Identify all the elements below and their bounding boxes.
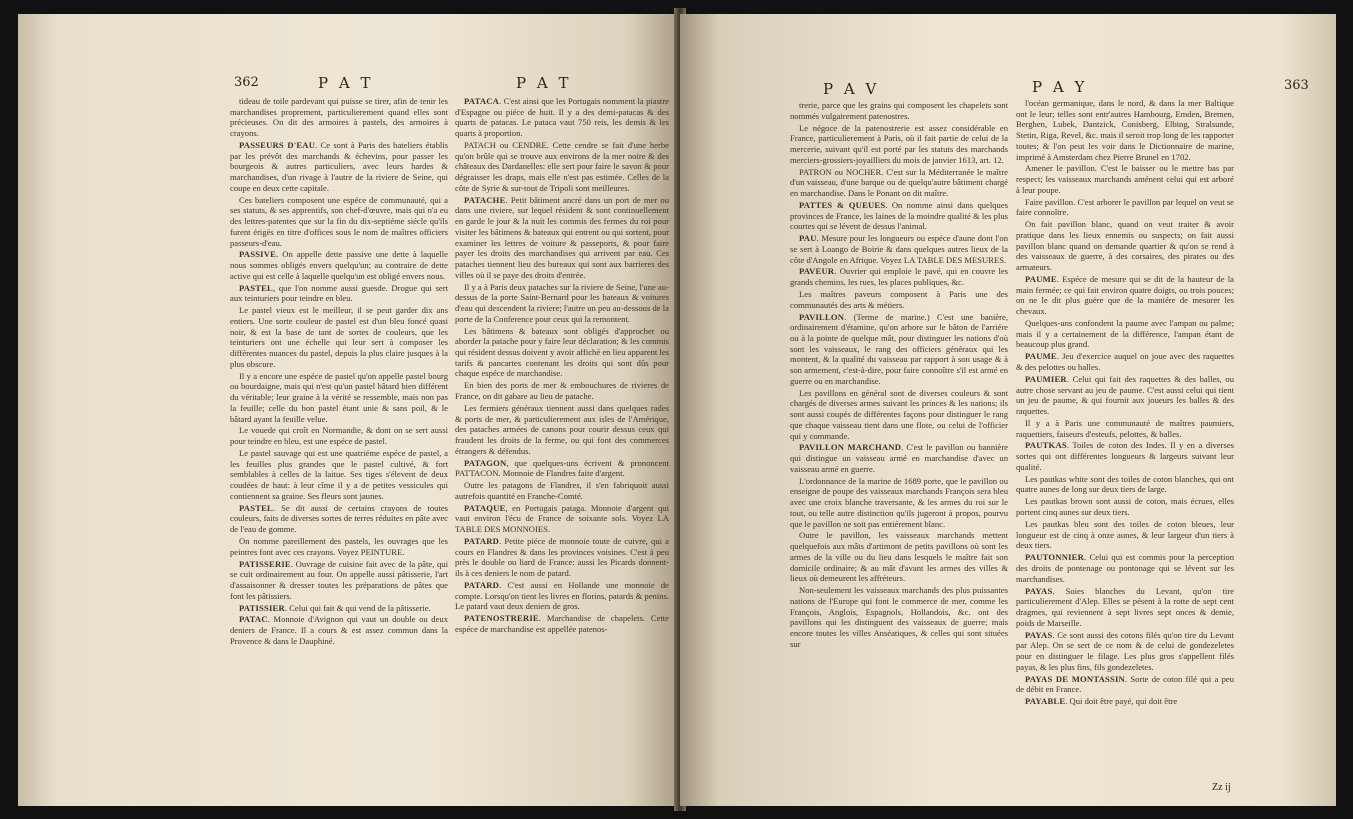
running-head: P A Y xyxy=(1032,78,1088,96)
paragraph: Le vouede qui croît en Normandie, & dont on se sert aussi pour teindre en bleu, est une espéce de pastel. xyxy=(230,425,448,447)
paragraph: PAYAS DE MONTASSIN. Sorte de coton filé qui a peu de débit en France. xyxy=(1016,673,1234,695)
paragraph: Le pastel vieux est le meilleur, il se peut garder dix ans entiers. Une sorte couleur de pastel est d'un bleu foncé quasi noir, & est la base de tant de sortes de couleurs, que les teinturiers ont une échelle qui leur sert à composer les différentes nuances du pastel, depuis la plus claire jusques à la plus obscure. xyxy=(230,305,448,369)
paragraph: PATARD. C'est aussi en Hollande une monnoie de compte. Lorsqu'on tient les livres en florins, patards & penins. Le patard vaut deux deniers de gros. xyxy=(455,580,669,612)
open-book xyxy=(10,8,1343,811)
paragraph: PAVILLON MARCHAND. C'est le pavillon ou bannière qui distingue un vaisseau armé en marchandise d'avec un vaisseau armé en guerre. xyxy=(790,442,1008,474)
paragraph: PATAQUE, en Portugais pataga. Monnoie d'argent qui vaut environ l'écu de France de soixante sols. Voyez LA TABLE DES MONNOIES. xyxy=(455,502,669,535)
paragraph: PASSIVE. On appelle dette passive une dette à laquelle nous sommes obligés envers quelqu'un; au contraire de dette active qui est celle à laquelle quelqu'un est obligé envers nous. xyxy=(230,249,448,281)
paragraph: PAUME. Espéce de mesure qui se dit de la hauteur de la main fermée; ce qui fait environ quatre doigts, ou trois pouces; on ne le dit plus guère que de la maniére de mesurer les chevaux. xyxy=(1016,274,1234,317)
paragraph: Les pautkas brown sont aussi de coton, mais écrues, elles portent cinq aunes sur deux tiers. xyxy=(1016,496,1234,518)
paragraph: Le pastel sauvage qui est une quatriéme espéce de pastel, a les feuilles plus grandes que le pastel cultivé, & fort semblables à celles de la laitue. Ses tiges s'élevent de deux coudées de haut: à leur cîme il y a de petites vessicules qui contiennent sa graine. Ses fleurs sont jaunes. xyxy=(230,448,448,501)
paragraph: PAYABLE. Qui doit être payé, qui doit être xyxy=(1025,696,1178,707)
right-page xyxy=(680,14,1336,806)
page-number: 363 xyxy=(1284,78,1309,93)
text-column-left-1 xyxy=(230,96,448,648)
paragraph: trerie, parce que les grains qui composent les chapelets sont nommés vulgairement patenostres. xyxy=(790,100,1008,121)
paragraph: PATAGON, que quelques-uns écrivent & prononcent PATTACON. Monnoie de Flandres faite d'argent. xyxy=(455,457,669,479)
paragraph: PATTES & QUEUES. On nomme ainsi dans quelques provinces de France, les laines de la moindre qualité & les plus courtes qui se lévent de dessus l'animal. xyxy=(790,199,1009,232)
text-column-right-2 xyxy=(1016,98,1234,708)
paragraph: PAYAS. Ce sont aussi des cotons filés qu'on tire du Levant par Alep. On se sert de ce nom & de celui de gondezeletes pour en distinguer le filage. Les plus gros s'appellent filés payas, & les plus fins, fils gondezeletes. xyxy=(1016,629,1234,672)
paragraph: On fait pavillon blanc, quand on veut traiter & avoir pratique dans les lieux ennemis ou suspects; on fait aussi pavillon blanc quand on demande quartier & qu'on se rend à des vaisseaux de guerre, à des corsaires, des pirates ou des armateurs. xyxy=(1016,219,1234,273)
paragraph: Il y a encore une espéce de pastel qu'on appelle pastel bourg ou bourdaigne, mais qui n'est qu'un pastel bâtard bien différent du véritable; leur graine à la vérité se ressemble, mais non pas la feuille; celle du bon pastel étant unie & sans poil, & le bâtard ayant la feuille velue. xyxy=(230,370,448,424)
page-number: 362 xyxy=(234,75,259,90)
paragraph: En bien des ports de mer & embouchures de rivieres de France, on dit gabare au lieu de patache. xyxy=(455,380,669,401)
paragraph: PATACH ou CENDRE. Cette cendre se fait d'une herbe qu'on brûle qui se trouve aux environs de la mer noire & des châteaux des Dardanelles: elle sert pour faire le savon & pour dégraisser les draps, mais elle n'est pas estimée. Celles de la côte de Syrie & sur-tout de Tripoli sont meilleures. xyxy=(455,140,669,193)
paragraph: Il y a à Paris une communauté de maîtres paumiers, raquettiers, faiseurs d'esteufs, pelottes, & balles. xyxy=(1016,417,1234,439)
paragraph: On nomme pareillement des pastels, les ouvrages que les peintres font avec ces crayons. Voyez PEINTURE. xyxy=(230,536,448,557)
paragraph: Les maîtres paveurs composent à Paris une des communautés des arts & métiers. xyxy=(790,289,1008,310)
paragraph: Non-seulement les vaisseaux marchands des plus puissantes nations de l'Europe qui font le commerce de mer, comme les François, Anglois, Espagnols, Hollandois, &c. ont des pavillons qui les distinguent des vaisseaux de guerre; mais encore toutes les villes Anséatiques, & celles qui sont situées sur xyxy=(790,585,1008,649)
paragraph: PATAC. Monnoie d'Avignon qui vaut un double ou deux deniers de France. Il a cours & est assez commun dans la Provence & dans le Dauphiné. xyxy=(230,614,448,646)
paragraph: PASTEL, que l'on nomme aussi guesde. Drogue qui sert aux teinturiers pour teindre en bleu. xyxy=(230,282,448,304)
paragraph: PATENOSTRERIE. Marchandise de chapelets. Cette espéce de marchandise est appellée patenos- xyxy=(455,613,669,634)
paragraph: PAUTONNIER. Celui qui est commis pour la perception des droits de pontenage ou pontonage qui se lévent sur les marchandises. xyxy=(1016,552,1234,584)
paragraph: PAVEUR. Ouvrier qui emploie le pavé, qui en couvre les grands chemins, les rues, les places publiques, &c. xyxy=(790,266,1008,288)
paragraph: l'océan germanique, dans le nord, & dans la mer Baltique ont le leur; telles sont entr'autres Hambourg, Emden, Bremen, Berghen, Lubek, Dantzick, Conisberg, Elbing, Stralsunde, Stetin, Riga, Revel, &c. mais il seroit trop long de les rapporter toutes; & l'on peut les voir dans le Dictionnaire de marine, imprimé à Amsterdam chez Pierre Brunel en 1702. xyxy=(1016,98,1234,162)
paragraph: PAVILLON. (Terme de marine.) C'est une banière, ordinairement d'étamine, qu'on arbore sur le bâton de l'arriére ou à la pointe de quelque mât, pour distinguer les nations d'où sont les vaisseaux, le rang des officiers généraux qui les montent, & la qualité du vaisseau par rapport à son usage & à son armement, c'est-à-dire, pour faire connoître s'il est armé en guerre ou en marchandise. xyxy=(790,311,1008,386)
paragraph: PATRON ou NOCHER. C'est sur la Méditerranée le maître d'un vaisseau, d'une barque ou de quelqu'autre bâtiment chargé en marchandise. Dans le Ponant on dit maître. xyxy=(790,166,1008,198)
paragraph: PAUMIER. Celui qui fait des raquettes & des balles, ou autre chose servant au jeu de paume. C'est aussi celui qui tient un jeu de paume, & qui fournit aux joueurs les balles & des raquettes. xyxy=(1016,373,1234,416)
paragraph: Outre le pavillon, les vaisseaux marchands mettent quelquefois aux mâts d'artimont de petits pavillons où sont les armes de la ville ou du lieu dans lesquels le maître fait son domicile ordinaire; & au mât d'avant les armes des villes & lieux où demeurent les affréteurs. xyxy=(790,530,1008,584)
paragraph: Faire pavillon. C'est arborer le pavillon par lequel on veut se faire connoître. xyxy=(1016,196,1234,218)
paragraph: Les pavillons en général sont de diverses couleurs & sont chargés de diverses armes suivant les princes & les nations; ils sont aussi coupés de différentes façons pour distinguer le rang que chaque vaisseau tient dans une flote, ou celui de l'officier qui y commande. xyxy=(790,387,1008,441)
paragraph: Quelques-uns confondent la paume avec l'ampan ou palme; mais il y a certainement de la différence, l'ampan étant de beaucoup plus grand. xyxy=(1016,318,1234,350)
paragraph: Les pautkas bleu sont des toiles de coton bleues, leur longueur est de cinq à onze aunes, & leur largeur d'un tiers à deux tiers. xyxy=(1016,518,1234,551)
paragraph: PATISSIER. Celui qui fait & qui vend de la pâtisserie. xyxy=(239,602,431,613)
paragraph: Les fermiers généraux tiennent aussi dans quelques rades & ports de mer, & particulierement aux isles de l'Amérique, des pataches armées de canons pour courir dessus ceux qui fraudent les droits de la ferme, ou qui font des commerces étrangers & défendus. xyxy=(455,402,669,456)
paragraph: PAYAS. Soies blanches du Levant, qu'on tire particulierement d'Alep. Elles se pésent à la rotte de sept cent dragmes, qui reviennent à sept livres sept onces & demie, poids de Marseille. xyxy=(1016,585,1234,628)
paragraph: PASSEURS D'EAU. Ce sont à Paris des bateliers établis par les prévôt des marchands & échevins, pour passer les bourgeois & autres particuliers, avec leurs hardes & marchandises, d'un rivage à l'autre de la riviere de Seine, qui coupe en deux cette capitale. xyxy=(230,140,448,193)
paragraph: PAUME. Jeu d'exercice auquel on joue avec des raquettes & des pelottes ou balles. xyxy=(1016,351,1234,372)
paragraph: Les bâtimens & bateaux sont obligés d'approcher ou aborder la patache pour y faire leur déclaration; & les commis qui résident dessus doivent y avoir affiché en lieu apparent les tarifs & pancartes contenant les droits qui sont dûs pour chaque espéce de marchandise. xyxy=(455,325,669,379)
paragraph: Outre les patagons de Flandres, il s'en fabriquoit aussi autrefois quantité en Franche-Comté. xyxy=(455,480,669,501)
paragraph: Amener le pavillon. C'est le baisser ou le mettre bas par respect; les vaisseaux marchands aménent celui qui est arboré à leur poupe. xyxy=(1016,163,1234,195)
paragraph: PATARD. Petite piéce de monnoie toute de cuivre, qui a cours en Flandres & dans les provinces voisines. C'est à peu près le double ou liard de France: aussi les Picards donnent-ils à ces deniers le nom de patard. xyxy=(455,536,669,579)
paragraph: PATACA. C'est ainsi que les Portugais nomment la piastre d'Espagne ou piéce de huit. Il y a des demi-patacas & des quarts de patacas. Le pataca vaut 750 reis, les demis & les quarts à proportion. xyxy=(455,96,669,139)
text-column-right-1 xyxy=(790,100,1008,651)
text-column-left-2 xyxy=(455,96,669,636)
paragraph: Il y a à Paris deux pataches sur la riviere de Seine, l'une au-dessus de la porte Saint-Bernard pour les bateaux & voitures d'eau qui descendent la riviere; l'autre un peu au-dessous de la porte de la Conference pour ceux qui la remontent. xyxy=(455,281,669,324)
paragraph: L'ordonnance de la marine de 1689 porte, que le pavillon ou enseigne de poupe des vaisseaux marchands François sera bleu avec une croix blanche traversante, & les armes du roi sur le tout, ou telle autre distinction qu'ils jugeront à propos, pourvu que le pavillon ne soit pas entiérement blanc. xyxy=(790,475,1008,529)
paragraph: PATACHE. Petit bâtiment ancré dans un port de mer ou dans une riviere, sur lequel résident & sont continuellement en garde le jour & la nuit les commis des fermes du roi pour visiter les bâtimens & bateaux qui entrent ou qui sortent, pour examiner les lettres de voiture & passeports, & pour faire payer les droits des marchandises qui arrivent par eau. Ces pataches tiennent lieu des bureaux qui sont aux barrieres des villes où il se paye des droits d'entrée. xyxy=(455,194,669,280)
paragraph: Ces bateliers composent une espéce de communauté, qui a ses statuts, & ses apprentifs, son chef-d'œuvre, mais qui n'a eu des lettres-patentes que sur la fin du dix-septiéme siécle qu'ils furent érigés en titre d'offices sous le nom de maîtres officiers passeurs-d'eau. xyxy=(230,194,448,248)
paragraph: PAUTKAS. Toiles de coton des Indes. Il y en a diverses sortes qui ont différentes longueurs & largeurs suivant leur qualité. xyxy=(1016,440,1234,472)
left-page xyxy=(18,14,680,806)
paragraph: PAU. Mesure pour les longueurs ou espéce d'aune dont l'on se sert à Loango de Boirie & dans quelques autres lieux de la côte d'Angole en Afrique. Voyez LA TABLE DES MESURES. xyxy=(790,233,1008,265)
paragraph: PASTEL. Se dit aussi de certains crayons de toutes couleurs, faits de diverses sortes de terres réduites en pâte avec de l'eau de gomme. xyxy=(230,502,448,535)
running-head: P A V xyxy=(823,80,880,98)
paragraph: PATISSERIE. Ouvrage de cuisine fait avec de la pâte, qui se cuit ordinairement au four. On appelle aussi pâtisserie, l'art d'assaisonner & dresser toutes les préparations de pâtes que font les pâtissiers. xyxy=(230,558,448,601)
paragraph: Les pautkas white sont des toiles de coton blanches, qui ont quatre aunes de long sur deux tiers de large. xyxy=(1016,473,1234,495)
paragraph: Le négoce de la patenostrerie est assez considérable en France, particulierement à Paris, où il fait partie de celui de la mercerie, suivant qu'il est porté par les statuts des marchands merciers-grossiers-joyailliers du mois de janvier 1613, art. 12. xyxy=(790,122,1008,165)
running-head: P A T xyxy=(318,74,374,92)
running-head: P A T xyxy=(516,74,572,92)
catchword: Zz ij xyxy=(1212,782,1231,793)
paragraph: tideau de toile pardevant qui puisse se tirer, afin de tenir les marchandises proprement, particulierement quand elles sont précieuses. On dit des armoires à pastels, des armoires à crayons. xyxy=(230,96,448,139)
